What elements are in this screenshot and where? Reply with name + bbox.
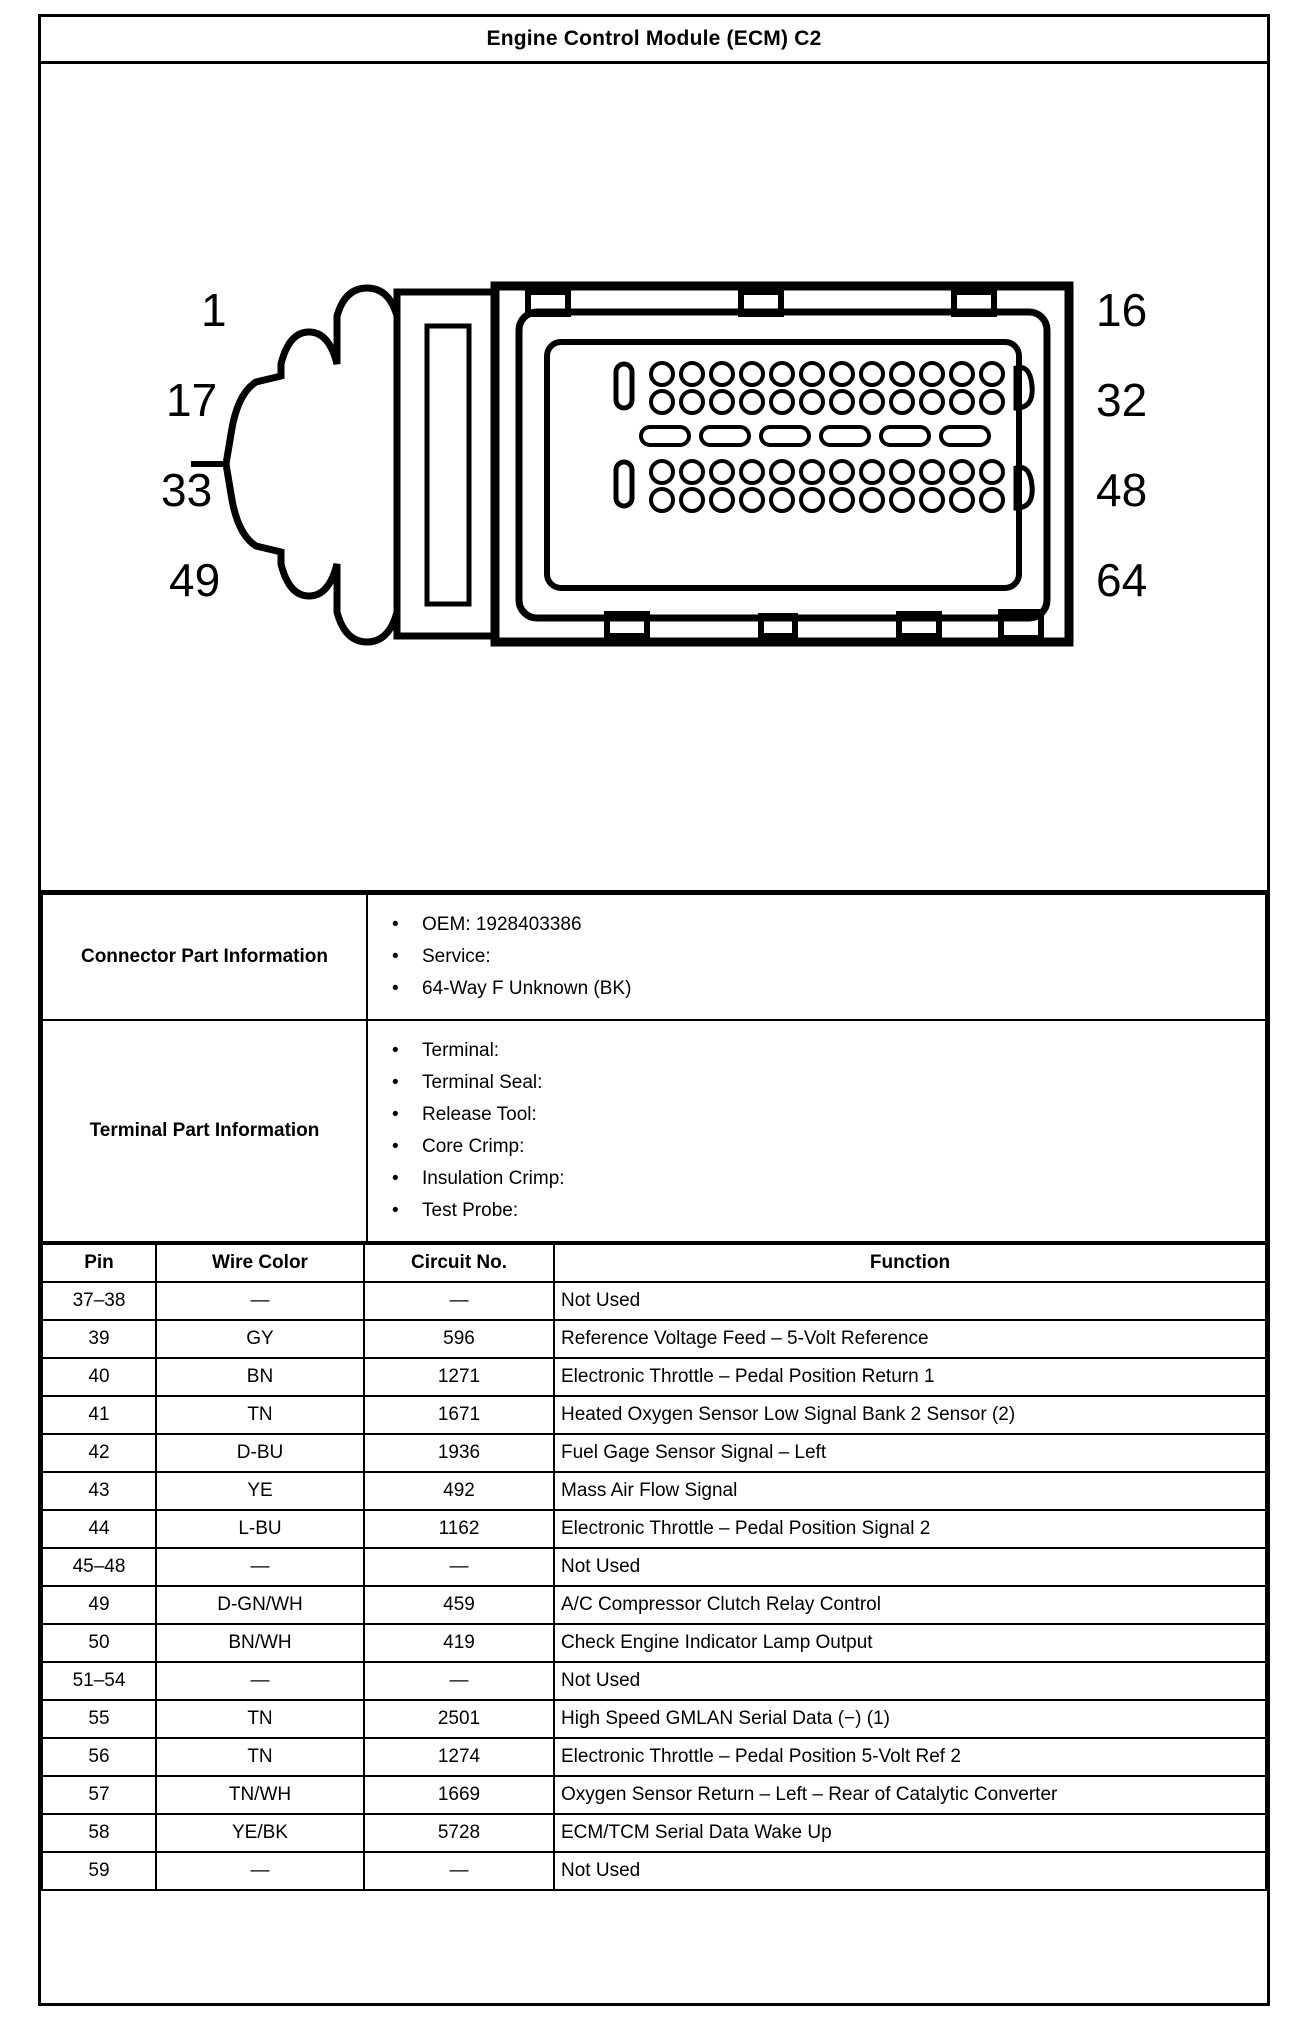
cell-circuit-no: — <box>364 1852 554 1890</box>
table-row <box>42 1776 1266 1814</box>
cell-wire-color: — <box>156 1662 364 1700</box>
svg-text:16: 16 <box>1096 284 1148 336</box>
column-header-function: Function <box>554 1244 1266 1282</box>
cell-function: Heated Oxygen Sensor Low Signal Bank 2 Sensor (2) <box>554 1396 1266 1434</box>
connector-part-information-values <box>367 894 1266 1020</box>
table-row <box>42 1510 1266 1548</box>
connector-part-information-list <box>368 895 1265 1019</box>
cell-circuit-no: 459 <box>364 1586 554 1624</box>
cell-wire-color: — <box>156 1282 364 1320</box>
cell-pin: 37–38 <box>42 1282 156 1320</box>
cell-function: Not Used <box>554 1852 1266 1890</box>
list-item: • 64-Way F Unknown (BK) <box>422 973 1265 1005</box>
cell-wire-color: TN <box>156 1396 364 1434</box>
connector-illustration <box>41 64 1267 884</box>
cell-function: ECM/TCM Serial Data Wake Up <box>554 1814 1266 1852</box>
cell-circuit-no: 2501 <box>364 1700 554 1738</box>
list-item: • Insulation Crimp: <box>422 1163 1265 1195</box>
cell-circuit-no: — <box>364 1282 554 1320</box>
table-header-row <box>42 1244 1266 1282</box>
cell-circuit-no: 1936 <box>364 1434 554 1472</box>
table-row <box>42 1434 1266 1472</box>
cell-function: High Speed GMLAN Serial Data (−) (1) <box>554 1700 1266 1738</box>
cell-pin: 51–54 <box>42 1662 156 1700</box>
table-row <box>42 1320 1266 1358</box>
cell-pin: 41 <box>42 1396 156 1434</box>
connector-part-information-row <box>42 894 1266 1020</box>
cell-function: Electronic Throttle – Pedal Position 5-Volt Ref 2 <box>554 1738 1266 1776</box>
cell-wire-color: YE <box>156 1472 364 1510</box>
cell-function: Fuel Gage Sensor Signal – Left <box>554 1434 1266 1472</box>
svg-text:64: 64 <box>1096 554 1148 606</box>
cell-wire-color: D-BU <box>156 1434 364 1472</box>
cell-wire-color: TN <box>156 1738 364 1776</box>
svg-text:48: 48 <box>1096 464 1148 516</box>
list-item: • Test Probe: <box>422 1195 1265 1227</box>
table-row <box>42 1624 1266 1662</box>
table-row <box>42 1282 1266 1320</box>
cell-function: Not Used <box>554 1548 1266 1586</box>
cell-wire-color: BN <box>156 1358 364 1396</box>
table-row <box>42 1738 1266 1776</box>
terminal-part-information-list <box>368 1021 1265 1241</box>
table-row <box>42 1358 1266 1396</box>
table-row <box>42 1548 1266 1586</box>
document-page <box>38 14 1270 2006</box>
list-item: • Terminal: <box>422 1035 1265 1067</box>
cell-pin: 43 <box>42 1472 156 1510</box>
cell-wire-color: — <box>156 1548 364 1586</box>
table-row <box>42 1472 1266 1510</box>
cell-wire-color: TN/WH <box>156 1776 364 1814</box>
cell-circuit-no: — <box>364 1662 554 1700</box>
column-header-pin: Pin <box>42 1244 156 1282</box>
cell-function: Not Used <box>554 1662 1266 1700</box>
connector-part-information-label: Connector Part Information <box>42 894 367 1020</box>
cell-circuit-no: 1669 <box>364 1776 554 1814</box>
svg-text:33: 33 <box>161 464 213 516</box>
terminal-part-information-values <box>367 1020 1266 1242</box>
list-item: • Service: <box>422 941 1265 973</box>
table-row <box>42 1700 1266 1738</box>
list-item: • Core Crimp: <box>422 1131 1265 1163</box>
cell-pin: 59 <box>42 1852 156 1890</box>
cell-circuit-no: 1162 <box>364 1510 554 1548</box>
cell-pin: 42 <box>42 1434 156 1472</box>
table-row <box>42 1586 1266 1624</box>
cell-function: Electronic Throttle – Pedal Position Return 1 <box>554 1358 1266 1396</box>
cell-circuit-no: 1271 <box>364 1358 554 1396</box>
cell-pin: 56 <box>42 1738 156 1776</box>
list-item: • Terminal Seal: <box>422 1067 1265 1099</box>
table-row <box>42 1662 1266 1700</box>
cell-circuit-no: 419 <box>364 1624 554 1662</box>
cell-circuit-no: 1274 <box>364 1738 554 1776</box>
page-title <box>41 17 1267 64</box>
cell-circuit-no: 1671 <box>364 1396 554 1434</box>
cell-pin: 50 <box>42 1624 156 1662</box>
svg-text:49: 49 <box>169 554 221 606</box>
cell-circuit-no: 596 <box>364 1320 554 1358</box>
cell-wire-color: — <box>156 1852 364 1890</box>
cell-circuit-no: — <box>364 1548 554 1586</box>
cell-wire-color: YE/BK <box>156 1814 364 1852</box>
cell-function: Check Engine Indicator Lamp Output <box>554 1624 1266 1662</box>
terminal-part-information-row <box>42 1020 1266 1242</box>
svg-text:17: 17 <box>166 374 218 426</box>
cell-function: Reference Voltage Feed – 5-Volt Reference <box>554 1320 1266 1358</box>
table-row <box>42 1396 1266 1434</box>
part-information-table <box>41 893 1267 1243</box>
cell-pin: 49 <box>42 1586 156 1624</box>
cell-function: Oxygen Sensor Return – Left – Rear of Catalytic Converter <box>554 1776 1266 1814</box>
cell-function: A/C Compressor Clutch Relay Control <box>554 1586 1266 1624</box>
cell-circuit-no: 5728 <box>364 1814 554 1852</box>
cell-pin: 57 <box>42 1776 156 1814</box>
cell-wire-color: GY <box>156 1320 364 1358</box>
cell-function: Electronic Throttle – Pedal Position Signal 2 <box>554 1510 1266 1548</box>
cell-pin: 45–48 <box>42 1548 156 1586</box>
page-title-text: Engine Control Module (ECM) C2 <box>486 27 822 50</box>
cell-wire-color: L-BU <box>156 1510 364 1548</box>
cell-function: Not Used <box>554 1282 1266 1320</box>
table-row <box>42 1814 1266 1852</box>
pin-assignment-table <box>41 1243 1267 1891</box>
column-header-wire-color: Wire Color <box>156 1244 364 1282</box>
connector-diagram <box>41 64 1267 893</box>
column-header-circuit-no: Circuit No. <box>364 1244 554 1282</box>
terminal-part-information-label: Terminal Part Information <box>42 1020 367 1242</box>
svg-text:1: 1 <box>201 284 227 336</box>
cell-pin: 58 <box>42 1814 156 1852</box>
table-row <box>42 1852 1266 1890</box>
cell-wire-color: TN <box>156 1700 364 1738</box>
cell-function: Mass Air Flow Signal <box>554 1472 1266 1510</box>
cell-circuit-no: 492 <box>364 1472 554 1510</box>
cell-pin: 39 <box>42 1320 156 1358</box>
svg-text:32: 32 <box>1096 374 1148 426</box>
list-item: • OEM: 1928403386 <box>422 909 1265 941</box>
cell-pin: 40 <box>42 1358 156 1396</box>
cell-pin: 44 <box>42 1510 156 1548</box>
cell-wire-color: D-GN/WH <box>156 1586 364 1624</box>
cell-wire-color: BN/WH <box>156 1624 364 1662</box>
cell-pin: 55 <box>42 1700 156 1738</box>
list-item: • Release Tool: <box>422 1099 1265 1131</box>
